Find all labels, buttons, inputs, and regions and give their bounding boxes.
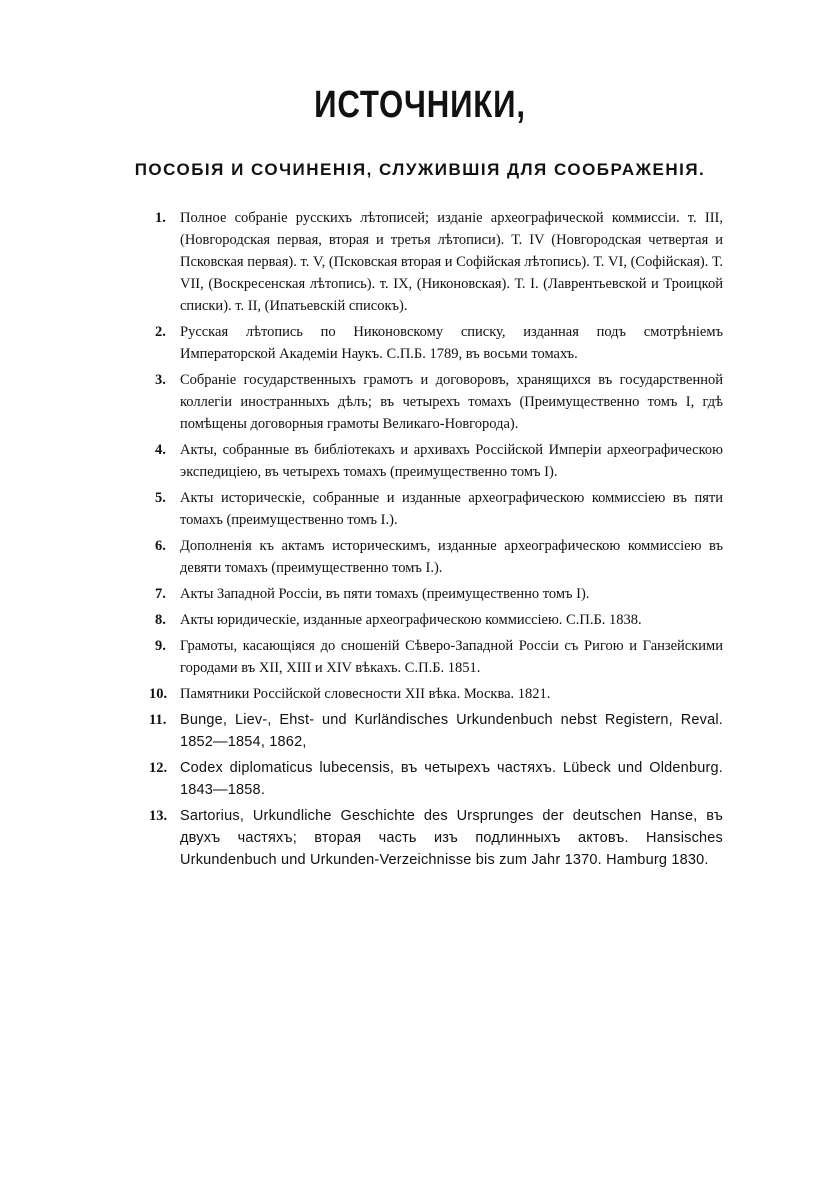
- source-number: 3.: [155, 372, 166, 388]
- source-item-11: [149, 709, 723, 753]
- source-number: 13.: [149, 808, 168, 824]
- source-text: Акты юридическіе, изданные археографическою коммиссіею. С.П.Б. 1838.: [180, 612, 642, 628]
- source-text: Акты, собранные въ библіотекахъ и архивахъ Россійской Имперіи археографическою экспедиціею, въ четырехъ томахъ (преимущественно томъ I).: [180, 442, 723, 480]
- source-item-6: [155, 535, 723, 579]
- source-text: Полное собраніе русскихъ лѣтописей; изданіе археографической коммиссіи. т. III, (Новгородская первая, вторая и третья лѣтописи). Т. IV (Новгородская четвертая и Псковская первая). т. V, (Псковская вторая и Софійская лѣтопись). Т. VI, (Софійская). Т. VII, (Воскресенская лѣтопись). т. IX, (Никоновская). Т. I. (Лаврентьевской и Троицкой списки). т. II, (Ипатьевскій списокъ).: [180, 210, 724, 314]
- source-text: Bunge, Liev-, Ehst- und Kurländisches Urkundenbuch nebst Registern, Reval. 1852—1854, 1862,: [180, 712, 723, 750]
- source-number: 11.: [149, 712, 167, 728]
- source-item-5: [155, 487, 723, 531]
- source-item-13: [149, 805, 723, 871]
- source-item-12: [149, 757, 723, 801]
- source-text: Грамоты, касающіяся до сношеній Сѣверо-Западной Россіи съ Ригою и Ганзейскими городами въ XII, XIII и XIV вѣкахъ. С.П.Б. 1851.: [180, 638, 723, 676]
- source-number: 9.: [155, 638, 166, 654]
- source-text: Codex diplomaticus lubecensis, въ четырехъ частяхъ. Lübeck und Oldenburg. 1843—1858.: [180, 760, 723, 798]
- source-item-4: [155, 439, 723, 483]
- source-item-1: [155, 207, 723, 317]
- source-text: Sartorius, Urkundliche Geschichte des Ursprunges der deutschen Hanse, въ двухъ частяхъ; вторая часть изъ подлинныхъ актовъ. Hansisches Urkundenbuch und Urkunden-Verzeichnisse bis zum Jahr 1370. Hamburg 1830.: [180, 808, 723, 868]
- source-text: Русская лѣтопись по Никоновскому списку, изданная подъ смотрѣніемъ Императорской Академіи Наукъ. С.П.Б. 1789, въ восьми томахъ.: [180, 324, 723, 362]
- source-text: Дополненія къ актамъ историческимъ, изданные археографическою коммиссіею въ девяти томахъ (преимущественно томъ I.).: [180, 538, 723, 576]
- source-item-3: [155, 369, 723, 435]
- page-subtitle: ПОСОБІЯ И СОЧИНЕНІЯ, СЛУЖИВШІЯ ДЛЯ СООБРАЖЕНІЯ.: [134, 160, 706, 179]
- source-text: Акты историческіе, собранные и изданные археографическою коммиссіею въ пяти томахъ (преимущественно томъ I.).: [180, 490, 723, 528]
- source-item-10: [149, 683, 723, 705]
- source-text: Собраніе государственныхъ грамотъ и договоровъ, хранящихся въ государственной коллегіи иностранныхъ дѣлъ; въ четырехъ томахъ (Преимущественно томъ I, гдѣ помѣщены договорныя грамоты Великаго-Новгорода).: [180, 372, 723, 432]
- source-text: Памятники Россійской словесности XII вѣка. Москва. 1821.: [180, 686, 551, 702]
- page-title: ИСТОЧНИКИ,: [314, 84, 526, 126]
- source-item-9: [155, 635, 723, 679]
- source-number: 10.: [149, 686, 168, 702]
- source-item-7: [155, 583, 723, 605]
- source-item-2: [155, 321, 723, 365]
- source-text: Акты Западной Россіи, въ пяти томахъ (преимущественно томъ I).: [180, 586, 590, 602]
- source-number: 6.: [155, 538, 166, 554]
- source-number: 4.: [155, 442, 166, 458]
- source-number: 8.: [155, 612, 166, 628]
- source-item-8: [155, 609, 723, 631]
- source-number: 12.: [149, 760, 168, 776]
- sources-list: [149, 207, 724, 875]
- source-number: 1.: [155, 210, 166, 226]
- source-number: 5.: [155, 490, 166, 506]
- source-number: 7.: [155, 586, 166, 602]
- source-number: 2.: [155, 324, 166, 340]
